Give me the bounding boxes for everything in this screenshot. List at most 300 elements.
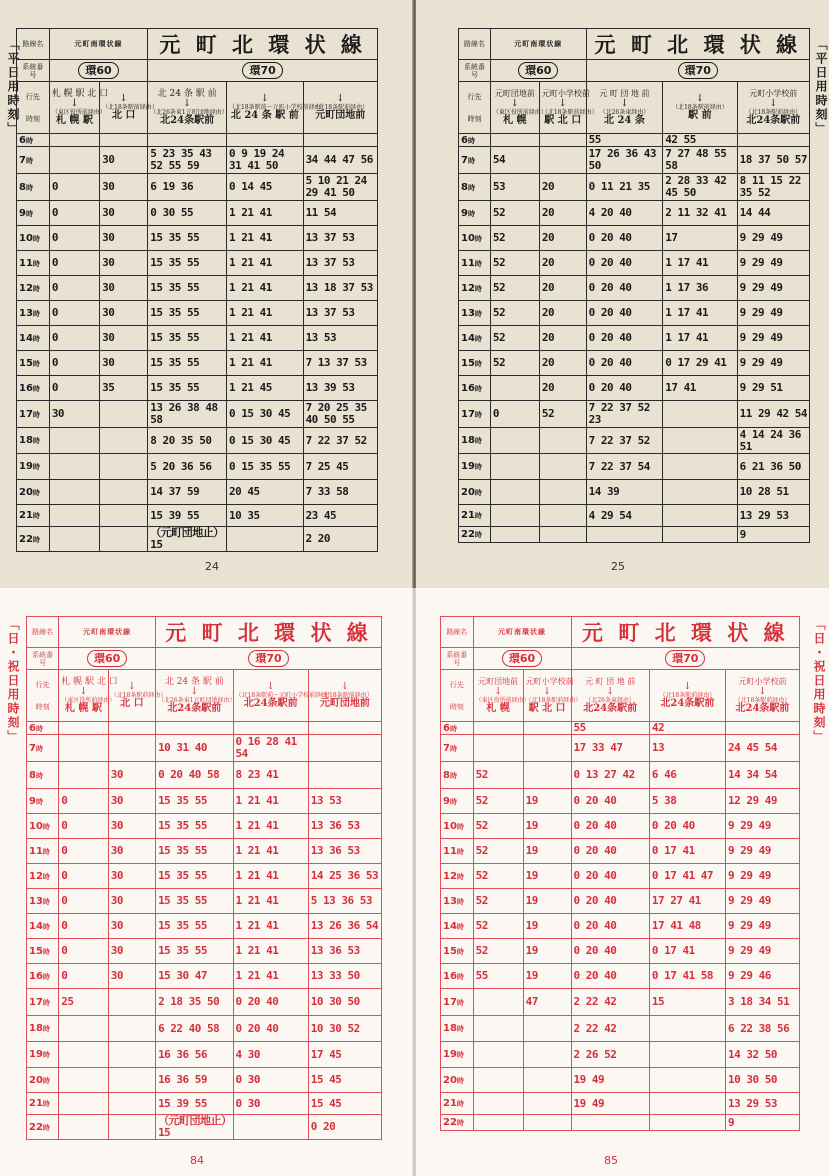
- departure-minutes: 5 23 35 43 52 55 59: [148, 147, 227, 174]
- hour-cell: [459, 174, 491, 201]
- direction-header: [523, 670, 582, 722]
- hour-suffix: 時: [32, 512, 40, 520]
- departure-minutes: 15 35 55: [148, 251, 227, 276]
- departure-minutes: 17 27 41: [649, 889, 725, 914]
- via-note: （北18条駅前経由）: [525, 697, 582, 704]
- departure-minutes: 17: [663, 226, 737, 251]
- departure-minutes: 11 29 42 54: [737, 401, 809, 428]
- hour-number: 16: [19, 382, 33, 394]
- hour-number: 7: [19, 154, 26, 166]
- departure-minutes: 52: [490, 326, 539, 351]
- hour-number: 17: [461, 408, 475, 420]
- departure-minutes: 17 33 47: [571, 735, 649, 762]
- hour-number: 7: [461, 154, 468, 166]
- departure-minutes: [100, 454, 148, 480]
- hour-suffix: 時: [474, 488, 482, 497]
- departure-minutes: 13 26 36 54: [308, 914, 381, 939]
- departure-minutes: 52: [490, 226, 539, 251]
- hour-number: 18: [19, 435, 33, 446]
- hour-cell: [27, 1016, 59, 1042]
- departure-minutes: [523, 735, 571, 762]
- departure-minutes: 19: [523, 814, 571, 839]
- hour-row: [17, 326, 378, 351]
- departure-minutes: [586, 527, 663, 543]
- departure-minutes: 1 21 41: [227, 201, 304, 226]
- departure-minutes: 15 45: [308, 1093, 381, 1115]
- departure-minutes: 15 35 55: [148, 326, 227, 351]
- departure-minutes: 52: [490, 251, 539, 276]
- hour-number: 17: [19, 408, 33, 420]
- departure-minutes: [49, 505, 99, 527]
- departure-minutes: 9 29 49: [737, 226, 809, 251]
- system-row: [27, 648, 382, 670]
- departure-minutes: 0: [59, 864, 108, 889]
- departure-minutes: [473, 1093, 523, 1115]
- down-arrow-icon: ↓: [127, 681, 137, 692]
- departure-minutes: 0 20 40: [571, 839, 649, 864]
- dest-label: 行先: [25, 92, 40, 101]
- destination-row: [459, 82, 810, 134]
- route-north-title: 元 町 北 環 状 線: [156, 617, 382, 648]
- direction-header: [308, 670, 381, 722]
- departure-minutes: [108, 1042, 155, 1068]
- departure-minutes: [490, 454, 539, 480]
- departure-minutes: 14 44: [737, 201, 809, 226]
- hour-row: [17, 134, 378, 147]
- hour-row: [441, 814, 800, 839]
- via-note: （北18条駅前経由）: [312, 104, 369, 111]
- departure-minutes: 11 54: [303, 201, 377, 226]
- departure-minutes: 0: [49, 226, 99, 251]
- direction-header: [586, 82, 663, 134]
- hour-cell: [17, 134, 50, 147]
- side-label: 「日・祝日用時刻」: [6, 618, 20, 744]
- departure-minutes: （元町団地止）15: [148, 527, 227, 552]
- departure-minutes: 0: [49, 174, 99, 201]
- departure-minutes: 15: [649, 989, 725, 1016]
- departure-minutes: 30: [100, 251, 148, 276]
- top-destination: 元町小学校前: [525, 677, 574, 686]
- via-note: （北26条東1元町団地経由）: [150, 109, 228, 116]
- departure-minutes: 15 35 55: [148, 301, 227, 326]
- via-note: （北18条駅前〜元町小学校前経由）: [235, 692, 334, 699]
- destination-name: 北24条駅前: [660, 698, 715, 709]
- hour-number: 22: [29, 1121, 43, 1133]
- badge-cell: [148, 60, 378, 82]
- departure-minutes: 7 20 25 35 40 50 55: [303, 401, 377, 428]
- hour-number: 11: [19, 257, 33, 269]
- hour-suffix: 時: [32, 463, 40, 471]
- departure-minutes: [49, 480, 99, 505]
- departure-minutes: 4 29 54: [586, 505, 663, 527]
- destination-name: 札 幌 駅: [55, 115, 93, 126]
- hour-cell: [17, 201, 50, 226]
- hour-row: [27, 722, 382, 735]
- hour-cell: [17, 174, 50, 201]
- departure-minutes: 2 22 42: [571, 1016, 649, 1042]
- hour-cell: [441, 864, 474, 889]
- departure-minutes: 20 45: [227, 480, 304, 505]
- departure-minutes: 14 39: [586, 480, 663, 505]
- departure-minutes: 0 20 40: [571, 914, 649, 939]
- route-south-title: 元町南環状線: [473, 617, 571, 648]
- departure-minutes: 30: [100, 201, 148, 226]
- departure-minutes: 19: [523, 889, 571, 914]
- badge-cell: [156, 648, 382, 670]
- hour-cell: [17, 226, 50, 251]
- departure-minutes: 0 20 40: [586, 326, 663, 351]
- departure-minutes: 0: [49, 351, 99, 376]
- hour-suffix: 時: [467, 156, 475, 165]
- hour-suffix: 時: [42, 872, 50, 881]
- departure-minutes: [108, 1016, 155, 1042]
- hour-suffix: 時: [456, 847, 464, 856]
- down-arrow-icon: ↓: [769, 98, 778, 109]
- departure-minutes: 30: [108, 814, 155, 839]
- route-row: [459, 29, 810, 60]
- route-south-title: 元町南環状線: [49, 29, 147, 60]
- departure-minutes: 6 22 40 58: [156, 1016, 233, 1042]
- hour-number: 14: [443, 920, 457, 932]
- hour-number: 9: [29, 795, 36, 807]
- hour-cell: [459, 276, 491, 301]
- hour-row: [27, 762, 382, 789]
- hour-number: 13: [19, 307, 33, 319]
- departure-minutes: 5 20 36 56: [148, 454, 227, 480]
- departure-minutes: [663, 401, 737, 428]
- departure-minutes: [649, 1016, 725, 1042]
- hour-number: 19: [461, 461, 475, 472]
- departure-minutes: 10 30 52: [308, 1016, 381, 1042]
- hour-cell: [17, 505, 50, 527]
- departure-minutes: 10 30 50: [308, 989, 381, 1016]
- hour-suffix: 時: [456, 922, 464, 931]
- top-destination: 元町小学校前: [749, 89, 798, 98]
- departure-minutes: [100, 505, 148, 527]
- hour-cell: [441, 914, 474, 939]
- timetable: [440, 616, 800, 1131]
- departure-minutes: 0 20 40: [586, 276, 663, 301]
- hour-number: 15: [29, 945, 43, 957]
- hour-row: [459, 351, 810, 376]
- departure-minutes: 0 20 40: [586, 251, 663, 276]
- departure-minutes: 30: [100, 226, 148, 251]
- hour-row: [459, 276, 810, 301]
- page-85: [416, 588, 829, 1176]
- departure-minutes: 0 20 40: [586, 351, 663, 376]
- dest-time-label: [17, 82, 50, 134]
- departure-minutes: 15 35 55: [156, 789, 233, 814]
- direction-header: [156, 670, 236, 722]
- departure-minutes: 1 21 41: [233, 839, 308, 864]
- departure-minutes: 8 20 35 50: [148, 428, 227, 454]
- hour-suffix: 時: [25, 209, 33, 218]
- departure-minutes: 1 21 41: [227, 226, 304, 251]
- departure-minutes: 1 17 36: [663, 276, 737, 301]
- departure-minutes: 30: [100, 147, 148, 174]
- hour-number: 12: [29, 870, 43, 882]
- departure-minutes: 13 53: [308, 789, 381, 814]
- departure-minutes: 0 15 35 55: [227, 454, 304, 480]
- route-badge-60: 環60: [87, 650, 127, 667]
- departure-minutes: [523, 1115, 571, 1131]
- system-row: [459, 60, 810, 82]
- route-badge-70: 環70: [248, 650, 288, 667]
- hour-number: 20: [443, 1074, 457, 1086]
- hour-suffix: 時: [456, 1025, 464, 1033]
- destination-name: 駅 北 口: [528, 703, 566, 714]
- departure-minutes: 0 20 40: [571, 789, 649, 814]
- departure-minutes: 9 29 49: [725, 864, 799, 889]
- departure-minutes: 14 32 50: [725, 1042, 799, 1068]
- departure-minutes: 19: [523, 939, 571, 964]
- top-destination: 北 24 条 駅 前: [164, 677, 224, 687]
- departure-minutes: [308, 722, 381, 735]
- timetable: [458, 28, 810, 543]
- hour-cell: [27, 939, 59, 964]
- hour-row: [441, 735, 800, 762]
- hour-suffix: 時: [42, 972, 50, 981]
- via-note: （北26条東経由）: [585, 697, 635, 704]
- hour-number: 20: [461, 486, 475, 498]
- hour-cell: [459, 401, 491, 428]
- departure-minutes: 17 41 48: [649, 914, 725, 939]
- departure-minutes: [490, 480, 539, 505]
- departure-minutes: 15 35 55: [156, 864, 233, 889]
- departure-minutes: 30: [100, 326, 148, 351]
- via-note: （東区役所前経由）: [475, 697, 530, 704]
- departure-minutes: 0 20 40: [571, 964, 649, 989]
- hour-row: [27, 789, 382, 814]
- hour-suffix: 時: [32, 309, 40, 318]
- departure-minutes: [108, 722, 155, 735]
- departure-minutes: 53: [490, 174, 539, 201]
- hour-row: [27, 735, 382, 762]
- departure-minutes: 0 9 19 24 31 41 50: [227, 147, 304, 174]
- departure-minutes: 20: [539, 351, 586, 376]
- departure-minutes: [649, 1042, 725, 1068]
- departure-minutes: [490, 376, 539, 401]
- route-label: 路線名: [17, 29, 50, 60]
- departure-minutes: 55: [571, 722, 649, 735]
- hour-number: 16: [29, 970, 43, 982]
- time-label: 時刻: [449, 702, 464, 711]
- destination-name: 元町団地前: [319, 698, 370, 709]
- departure-minutes: 24 45 54: [725, 735, 799, 762]
- departure-minutes: 20: [539, 276, 586, 301]
- hour-suffix: 時: [467, 209, 475, 218]
- hour-suffix: 時: [456, 1119, 464, 1127]
- departure-minutes: 13 36 53: [308, 814, 381, 839]
- route-label: 路線名: [459, 29, 491, 60]
- down-arrow-icon: ↓: [266, 681, 275, 692]
- departure-minutes: 0: [49, 376, 99, 401]
- via-note: （北18条駅前経由）: [541, 109, 598, 116]
- departure-minutes: 52: [473, 789, 523, 814]
- departure-minutes: 13 36 53: [308, 839, 381, 864]
- departure-minutes: [59, 1042, 108, 1068]
- route-south-title: 元町南環状線: [59, 617, 156, 648]
- hour-number: 22: [19, 533, 33, 545]
- hour-number: 8: [443, 769, 450, 781]
- departure-minutes: 0 20 40: [586, 376, 663, 401]
- destination-name: 駅 北 口: [544, 115, 582, 126]
- departure-minutes: 15 35 55: [156, 814, 233, 839]
- departure-minutes: 0: [59, 914, 108, 939]
- hour-number: 10: [29, 820, 43, 832]
- hour-suffix: 時: [474, 259, 482, 268]
- direction-header: [649, 670, 725, 722]
- dest-label: 行先: [467, 92, 482, 101]
- hour-number: 18: [29, 1023, 43, 1034]
- hour-row: [441, 1068, 800, 1093]
- hour-number: 16: [443, 970, 457, 982]
- hour-number: 14: [19, 332, 33, 344]
- destination-row: [17, 82, 378, 134]
- departure-minutes: [523, 1068, 571, 1093]
- direction-header: [737, 82, 809, 134]
- destination-name: 駅 前: [688, 110, 712, 121]
- direction-header: [490, 82, 547, 134]
- departure-minutes: 15 39 55: [156, 1093, 233, 1115]
- departure-minutes: [490, 428, 539, 454]
- side-label: 「平日用時刻」: [814, 38, 828, 136]
- hour-suffix: 時: [474, 384, 482, 393]
- departure-minutes: 35: [100, 376, 148, 401]
- hour-number: 16: [461, 382, 475, 394]
- system-label: 系統番号: [459, 60, 491, 82]
- hour-suffix: 時: [456, 1076, 464, 1085]
- hour-cell: [459, 301, 491, 326]
- departure-minutes: 52: [473, 889, 523, 914]
- departure-minutes: 9 29 49: [737, 351, 809, 376]
- hour-cell: [441, 1042, 474, 1068]
- hour-suffix: 時: [35, 744, 43, 753]
- destination-name: 北24条駅前: [583, 703, 638, 714]
- hour-suffix: 時: [467, 183, 475, 192]
- route-badge-70: 環70: [242, 62, 282, 79]
- departure-minutes: [308, 762, 381, 789]
- departure-minutes: 30: [100, 351, 148, 376]
- hour-suffix: 時: [32, 410, 40, 419]
- page-number: 85: [604, 1154, 618, 1167]
- hour-row: [459, 174, 810, 201]
- hour-number: 15: [461, 357, 475, 369]
- departure-minutes: 52: [473, 914, 523, 939]
- hour-suffix: 時: [42, 1025, 50, 1033]
- hour-suffix: 時: [32, 334, 40, 343]
- departure-minutes: 5 10 21 24 29 41 50: [303, 174, 377, 201]
- hour-row: [17, 147, 378, 174]
- dest-time-label: [441, 670, 474, 722]
- hour-number: 21: [461, 510, 475, 521]
- hour-row: [17, 351, 378, 376]
- departure-minutes: 30: [108, 939, 155, 964]
- hour-row: [27, 989, 382, 1016]
- departure-minutes: 2 22 42: [571, 989, 649, 1016]
- hour-cell: [459, 251, 491, 276]
- hour-row: [459, 376, 810, 401]
- departure-minutes: 13 29 53: [737, 505, 809, 527]
- hour-row: [441, 722, 800, 735]
- hour-suffix: 時: [467, 136, 475, 145]
- departure-minutes: 14 25 36 53: [308, 864, 381, 889]
- down-arrow-icon: ↓: [758, 686, 767, 697]
- hour-cell: [441, 889, 474, 914]
- route-row: [27, 617, 382, 648]
- hour-row: [17, 376, 378, 401]
- down-arrow-icon: ↓: [493, 686, 503, 697]
- hour-row: [17, 527, 378, 552]
- hour-row: [459, 201, 810, 226]
- via-note: （北18条駅前経由）: [110, 692, 167, 699]
- hour-number: 8: [29, 769, 36, 781]
- route-label: 路線名: [441, 617, 474, 648]
- page-25: [416, 0, 829, 588]
- hour-suffix: 時: [25, 183, 33, 192]
- departure-minutes: 0 30 55: [148, 201, 227, 226]
- departure-minutes: 9: [725, 1115, 799, 1131]
- departure-minutes: 20: [539, 376, 586, 401]
- hour-row: [441, 914, 800, 939]
- hour-number: 12: [461, 282, 475, 294]
- top-destination: 元町小学校前: [738, 677, 787, 686]
- hour-cell: [441, 964, 474, 989]
- hour-cell: [17, 428, 50, 454]
- hour-row: [459, 480, 810, 505]
- departure-minutes: [523, 1016, 571, 1042]
- page-number: 25: [611, 560, 625, 573]
- hour-suffix: 時: [42, 998, 50, 1007]
- system-row: [17, 60, 378, 82]
- hour-number: 14: [29, 920, 43, 932]
- departure-minutes: 52: [490, 351, 539, 376]
- hour-cell: [441, 1093, 474, 1115]
- departure-minutes: 17 26 36 43 50: [586, 147, 663, 174]
- hour-row: [27, 1016, 382, 1042]
- hour-row: [17, 201, 378, 226]
- departure-minutes: 15 35 55: [156, 914, 233, 939]
- departure-minutes: 1 21 45: [227, 376, 304, 401]
- departure-minutes: 30: [100, 301, 148, 326]
- hour-suffix: 時: [35, 771, 43, 780]
- departure-minutes: 19: [523, 964, 571, 989]
- route-row: [441, 617, 800, 648]
- dest-label: 行先: [35, 680, 50, 689]
- departure-minutes: [473, 1115, 523, 1131]
- departure-minutes: 52: [473, 762, 523, 789]
- departure-minutes: 0 20 40: [571, 889, 649, 914]
- hour-suffix: 時: [42, 1100, 50, 1108]
- route-badge-70: 環70: [678, 62, 718, 79]
- departure-minutes: 14 34 54: [725, 762, 799, 789]
- top-destination: 元 町 団 地 前: [599, 89, 650, 98]
- hour-number: 13: [443, 895, 457, 907]
- hour-cell: [17, 251, 50, 276]
- departure-minutes: [100, 134, 148, 147]
- down-arrow-icon: ↓: [182, 98, 192, 109]
- departure-minutes: 5 13 36 53: [308, 889, 381, 914]
- departure-minutes: [539, 527, 586, 543]
- departure-minutes: 1 21 41: [233, 964, 308, 989]
- hour-row: [17, 480, 378, 505]
- departure-minutes: 7 33 58: [303, 480, 377, 505]
- hour-cell: [17, 301, 50, 326]
- departure-minutes: 52: [473, 839, 523, 864]
- via-note: （東区役所前経由）: [51, 109, 106, 116]
- departure-minutes: [308, 735, 381, 762]
- via-note: （北18条駅前経由）: [745, 109, 802, 116]
